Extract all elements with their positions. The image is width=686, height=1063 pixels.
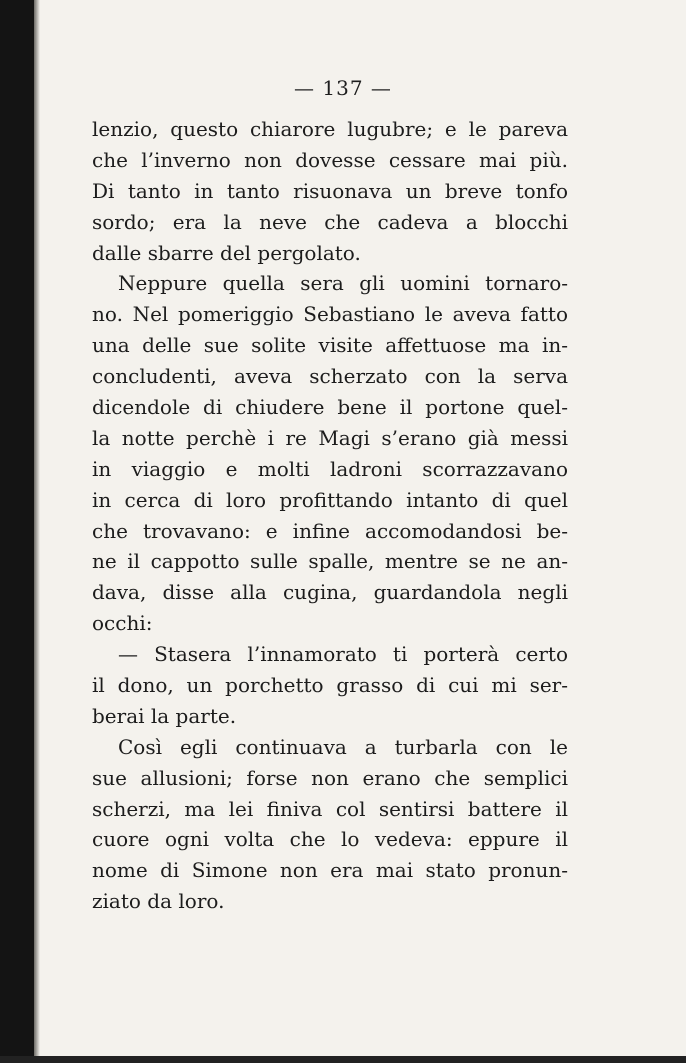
text-line: Neppure quella sera gli uomini tornaro- <box>118 271 568 296</box>
text-line: sue allusioni; forse non erano che semplici <box>92 765 568 790</box>
gutter-edge <box>34 0 40 1063</box>
text-line: in viaggio e molti ladroni scorrazzavano <box>92 456 568 481</box>
text-line: la notte perchè i re Magi s’erano già messi <box>92 425 568 450</box>
text-line: sordo; era la neve che cadeva a blocchi <box>92 209 568 234</box>
text-line: no. Nel pomeriggio Sebastiano le aveva fatto <box>92 302 568 327</box>
text-line: in cerca di loro profittando intanto di quel <box>92 487 568 512</box>
text-line: nome di Simone non era mai stato pronun- <box>92 858 568 883</box>
text-line: cuore ogni volta che lo vedeva: eppure il <box>92 827 568 852</box>
book-gutter-shadow <box>0 0 34 1063</box>
text-line: lenzio, questo chiarore lugubre; e le pareva <box>92 117 568 141</box>
text-line: ziato da loro. <box>92 889 225 914</box>
text-line: che trovavano: e infine accomodandosi be- <box>92 518 568 543</box>
text-line: dicendole di chiudere bene il portone quel- <box>92 395 568 420</box>
text-line: dava, disse alla cugina, guardandola negli <box>92 580 568 605</box>
body-text <box>92 114 568 917</box>
text-line: scherzi, ma lei finiva col sentirsi battere il <box>92 796 568 821</box>
text-line: una delle sue solite visite affettuose ma in- <box>92 333 568 358</box>
text-line: Di tanto in tanto risuonava un breve tonfo <box>92 178 568 203</box>
text-line: che l’inverno non dovesse cessare mai più. <box>92 147 568 172</box>
text-line: Così egli continuava a turbarla con le <box>118 734 568 759</box>
text-line: berai la parte. <box>92 703 237 728</box>
text-line: occhi: <box>92 611 153 636</box>
text-line: concludenti, aveva scherzato con la serva <box>92 364 568 389</box>
text-line: ne il cappotto sulle spalle, mentre se ne an- <box>92 549 568 574</box>
page-number: — 137 — <box>294 76 392 100</box>
text-line: — Stasera l’innamorato ti porterà certo <box>118 642 568 667</box>
text-line: dalle sbarre del pergolato. <box>92 240 361 265</box>
text-line: il dono, un porchetto grasso di cui mi ser- <box>92 673 568 698</box>
page-bottom-edge <box>0 1056 686 1063</box>
